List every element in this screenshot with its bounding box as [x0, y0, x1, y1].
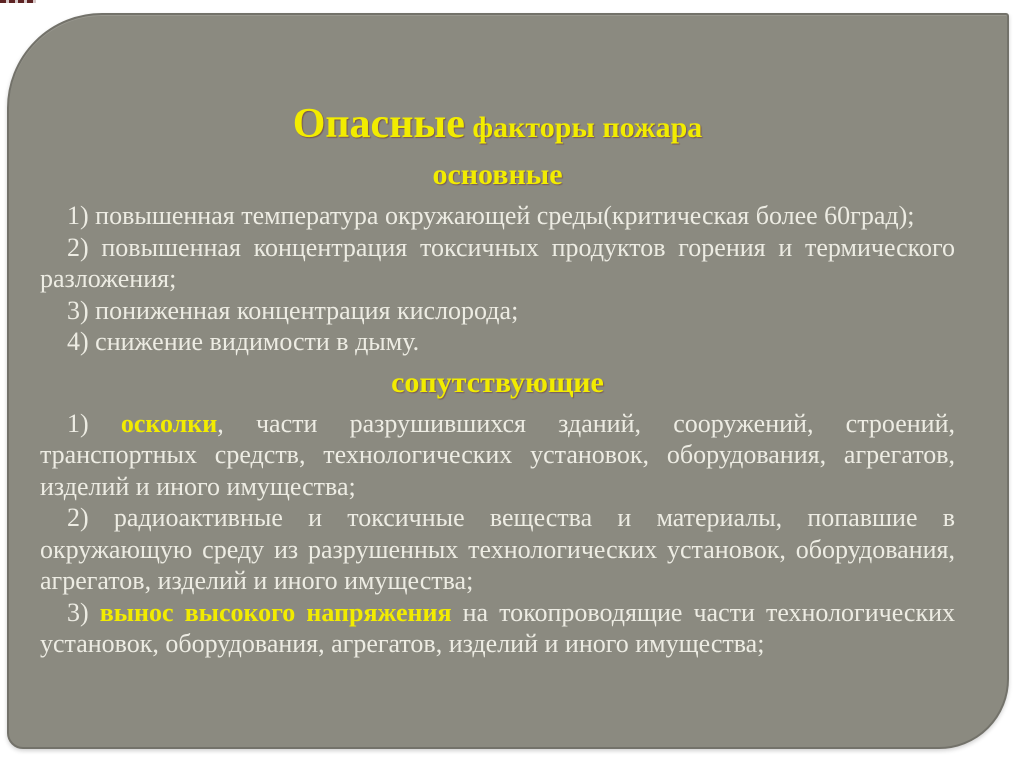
list-item: [40, 597, 955, 660]
text-run: 1) повышенная температура окружающей среды(критическая более 60град);: [67, 201, 915, 230]
slide-panel: [7, 13, 1009, 749]
accent-term: осколки: [120, 408, 218, 438]
title-rest: факторы пожара: [464, 111, 703, 144]
text-run: 2) повышенная концентрация токсичных продуктов горения и термического разложения;: [40, 232, 955, 293]
slide-title: [40, 101, 955, 156]
corner-artifact: [0, 0, 36, 3]
text-run: 1): [67, 408, 121, 438]
list-item: [40, 408, 955, 503]
list-item: [40, 326, 955, 358]
text-run: 2) радиоактивные и токсичные вещества и материалы, попавшие в окружающую среду из разрушенных технологических установок, оборудования, агрегатов, изделий и иного имущества;: [40, 503, 955, 595]
list-item: [40, 502, 955, 597]
list-item: [40, 295, 955, 327]
text-run: на токопроводящие части технологических установок, оборудования, агрегатов, изделий и иного имущества;: [40, 597, 955, 658]
section-heading: сопутствующие: [391, 365, 604, 399]
list-item: [40, 232, 955, 295]
text-run: 3) пониженная концентрация кислорода;: [67, 295, 519, 325]
accent-term: вынос высокого напряжения: [99, 597, 452, 627]
section-heading: основные: [432, 158, 563, 191]
text-run: 3): [67, 597, 100, 627]
text-run: , части разрушившихся зданий, сооружений, строений, транспортных средств, технологических установок, оборудования, агрегатов, изделий и иного имущества;: [40, 408, 955, 501]
list-item: [40, 200, 955, 232]
slide-body: [40, 156, 955, 660]
title-emphasis: Опасные: [292, 101, 465, 147]
text-run: 4) снижение видимости в дыму.: [67, 327, 420, 356]
